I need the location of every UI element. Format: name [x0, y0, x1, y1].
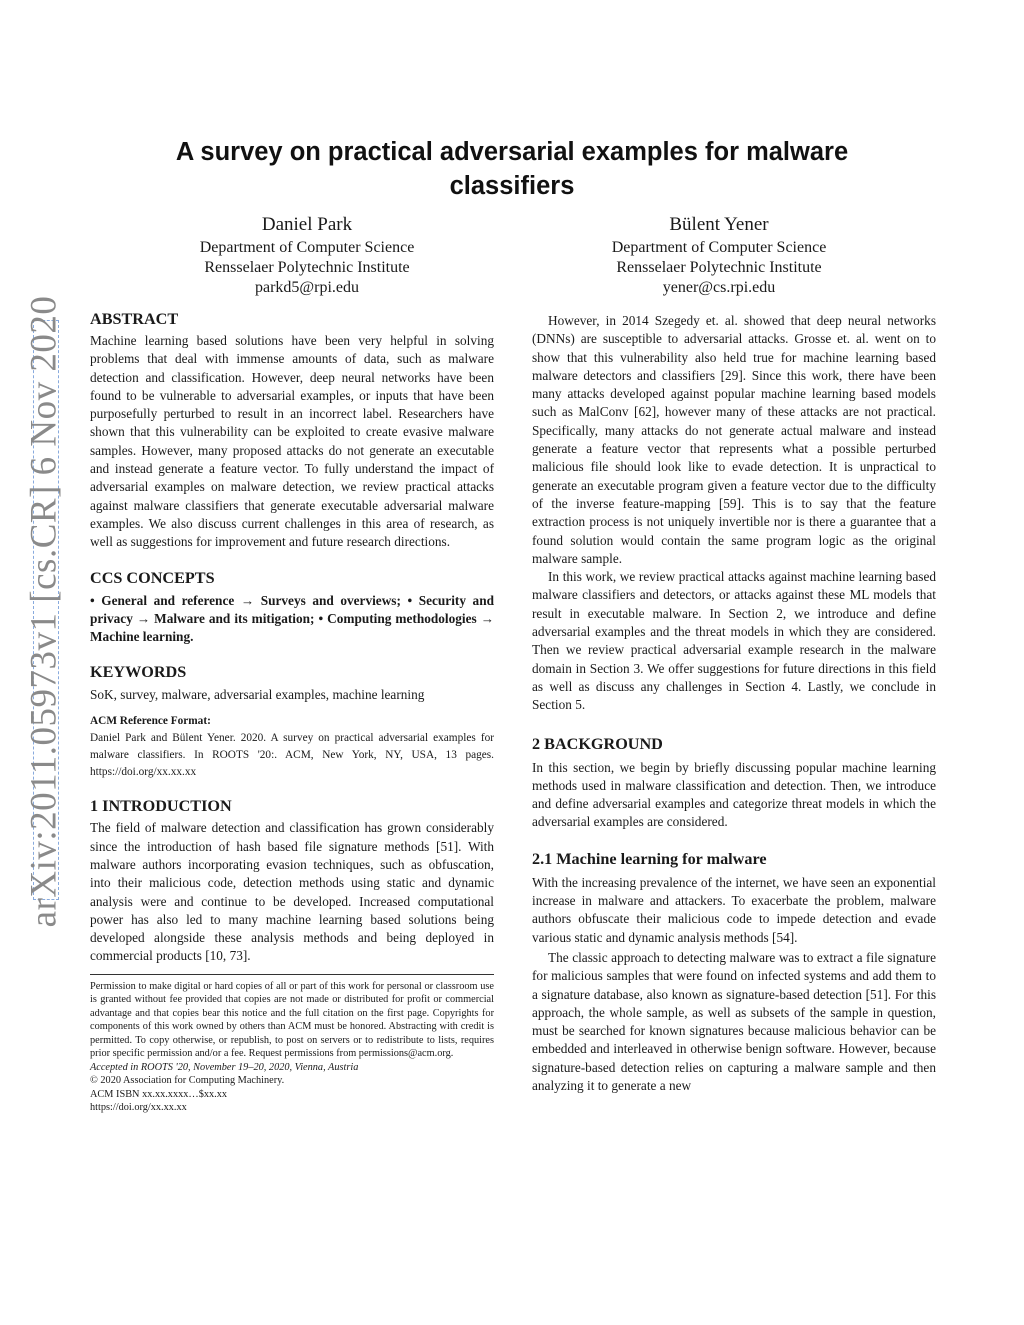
arxiv-stamp-text: arXiv:2011.05973v1 [cs.CR] 6 Nov 2020 — [23, 295, 65, 927]
author-email[interactable]: parkd5@rpi.edu — [254, 279, 360, 296]
intro-paragraph-3: In this work, we review practical attacks against machine learning based malware classifiers and detectors, or attacks against these ML models that result in executable malware. In Section 2, we introduce and define adversarial examples and the threat models in which they are considered. Then we review practical adversarial example research in the malware domain in Section 3. We offer suggestions for future directions in this field as well as discuss any challenges in Section 4. Lastly, we conclude in Section 5. — [532, 569, 936, 713]
acm-ref-heading: ACM Reference Format: — [90, 714, 211, 727]
ml-malware-paragraph-1: With the increasing prevalence of the internet, we have seen an exponential increase in malware and attackers. To exacerbate the problem, malware authors obfuscate their malicious code to impede detection and evade various static and dynamic analysis methods [54]. — [532, 874, 936, 945]
author-department: Department of Computer Science — [611, 239, 827, 256]
keywords-text: SoK, survey, malware, adversarial examples, machine learning — [90, 687, 425, 703]
author-email[interactable]: yener@cs.rpi.edu — [662, 279, 776, 296]
abstract-text: Machine learning based solutions have been very helpful in solving problems that deal with immense amounts of data, such as malware detection and classification. However, deep neural networks have been found to be vulnerable to adversarial examples, or inputs that have been purposefully perturbed to result in an incorrect label. Researchers have shown that this vulnerability can be exploited to create evasive malware samples. However, many proposed attacks do not generate an executable and instead generate a feature vector. To fully understand the impact of adversarial examples on malware detection, we review practical attacks against malware classifiers that generate executable adversarial malware examples. We also discuss current challenges in this area of research, as well as suggestions for improvement and future research directions. — [90, 333, 494, 550]
intro-heading: 1 INTRODUCTION — [90, 797, 232, 816]
ccs-heading: CCS CONCEPTS — [90, 568, 215, 587]
author-name: Daniel Park — [261, 214, 353, 235]
author-block-1 — [147, 214, 467, 298]
author-institution: Rensselaer Polytechnic Institute — [616, 259, 822, 276]
abstract-heading: ABSTRACT — [90, 310, 179, 328]
copyright-notice: © 2020 Association for Computing Machinery. — [90, 1075, 285, 1087]
author-department: Department of Computer Science — [199, 239, 415, 256]
isbn-notice: ACM ISBN xx.xx.xxxx…$xx.xx — [90, 1088, 228, 1100]
acm-ref-text: Daniel Park and Bülent Yener. 2020. A survey on practical adversarial examples for malware classifiers. In ROOTS '20:. ACM, New York, NY, USA, 13 pages. https://doi.org/xx.xx.xx — [90, 732, 494, 779]
permission-notice: Permission to make digital or hard copies of all or part of this work for personal or classroom use is granted without fee provided that copies are not made or distributed for profit or commercial advantage and that copies bear this notice and the full citation on the first page. Copyrights for components of this work owned by others than ACM must be honored. Abstracting with credit is permitted. To copy otherwise, or republish, to post on servers or to redistribute to lists, requires prior specific permission and/or a fee. Request permissions from permissions@acm.org. — [90, 980, 494, 1060]
footnote-rule — [90, 974, 494, 975]
author-block-2 — [559, 214, 879, 298]
arxiv-stamp — [21, 295, 67, 927]
author-institution: Rensselaer Polytechnic Institute — [204, 259, 410, 276]
ml-malware-heading: 2.1 Machine learning for malware — [532, 849, 767, 868]
background-text: In this section, we begin by briefly discussing popular machine learning methods used in malware classification and detection. Then, we introduce and define adversarial examples and categorize threat models in which the adversarial examples are considered. — [532, 759, 936, 830]
left-column — [90, 308, 494, 1115]
ml-malware-paragraph-2: The classic approach to detecting malware was to extract a file signature for malicious samples that were found on infected systems and add them to a signature database, also known as signature-based detection [51]. For this approach, the whole sample, as well as subsets of the sample in question, must be searched for known signatures because malicious behavior can be embedded and interleaved in otherwise benign software. However, because signature-based detection relies on capturing a malware sample and then analyzing it to generate a new — [532, 949, 936, 1093]
ccs-text: • General and reference → Surveys and overviews; • Security and privacy → Malware and its mitigation; • Computing methodologies → Machine learning. — [90, 592, 494, 645]
author-name: Bülent Yener — [669, 214, 769, 235]
paper-title: A survey on practical adversarial examples for malware classifiers — [175, 138, 849, 200]
background-heading: 2 BACKGROUND — [532, 734, 663, 753]
accepted-notice: Accepted in ROOTS '20, November 19–20, 2020, Vienna, Austria — [90, 1061, 359, 1073]
right-column — [532, 312, 936, 1095]
footnote — [90, 980, 494, 1115]
intro-paragraph-2: However, in 2014 Szegedy et. al. showed that deep neural networks (DNNs) are susceptible to adversarial attacks. Grosse et. al. went on to show that this vulnerability also held true for machine learning based malware detectors and classifiers [29]. Since this work, there have been many attacks developed against popular machine learning based models such as MalConv [62], however many of these attacks are not practical. Specifically, many attacks do not generate actual malware and instead generate a feature vector that represents what a possible perturbed malicious file should look like to evade detection. It is unpractical to generate an executable program given a feature vector due to the difficulty of the inverse feature-mapping [59]. This is to say that the feature extraction process is not uniquely invertible nor is there a guarantee that a found solution would contain the same program logic as the original malware sample. — [532, 313, 936, 566]
keywords-heading: KEYWORDS — [90, 663, 187, 682]
intro-text: The field of malware detection and classification has grown considerably since the introduction of hash based file signature methods [51]. With malware authors incorporating evasion techniques, such as obfuscation, into their malicious code, detection methods using static and dynamic analysis were and continue to be developed. Increased computational power has also led to many machine learning based solutions being developed alongside these analysis methods and being deployed in commercial products [10, 73]. — [90, 820, 494, 964]
doi-link[interactable]: https://doi.org/xx.xx.xx — [90, 1102, 187, 1114]
